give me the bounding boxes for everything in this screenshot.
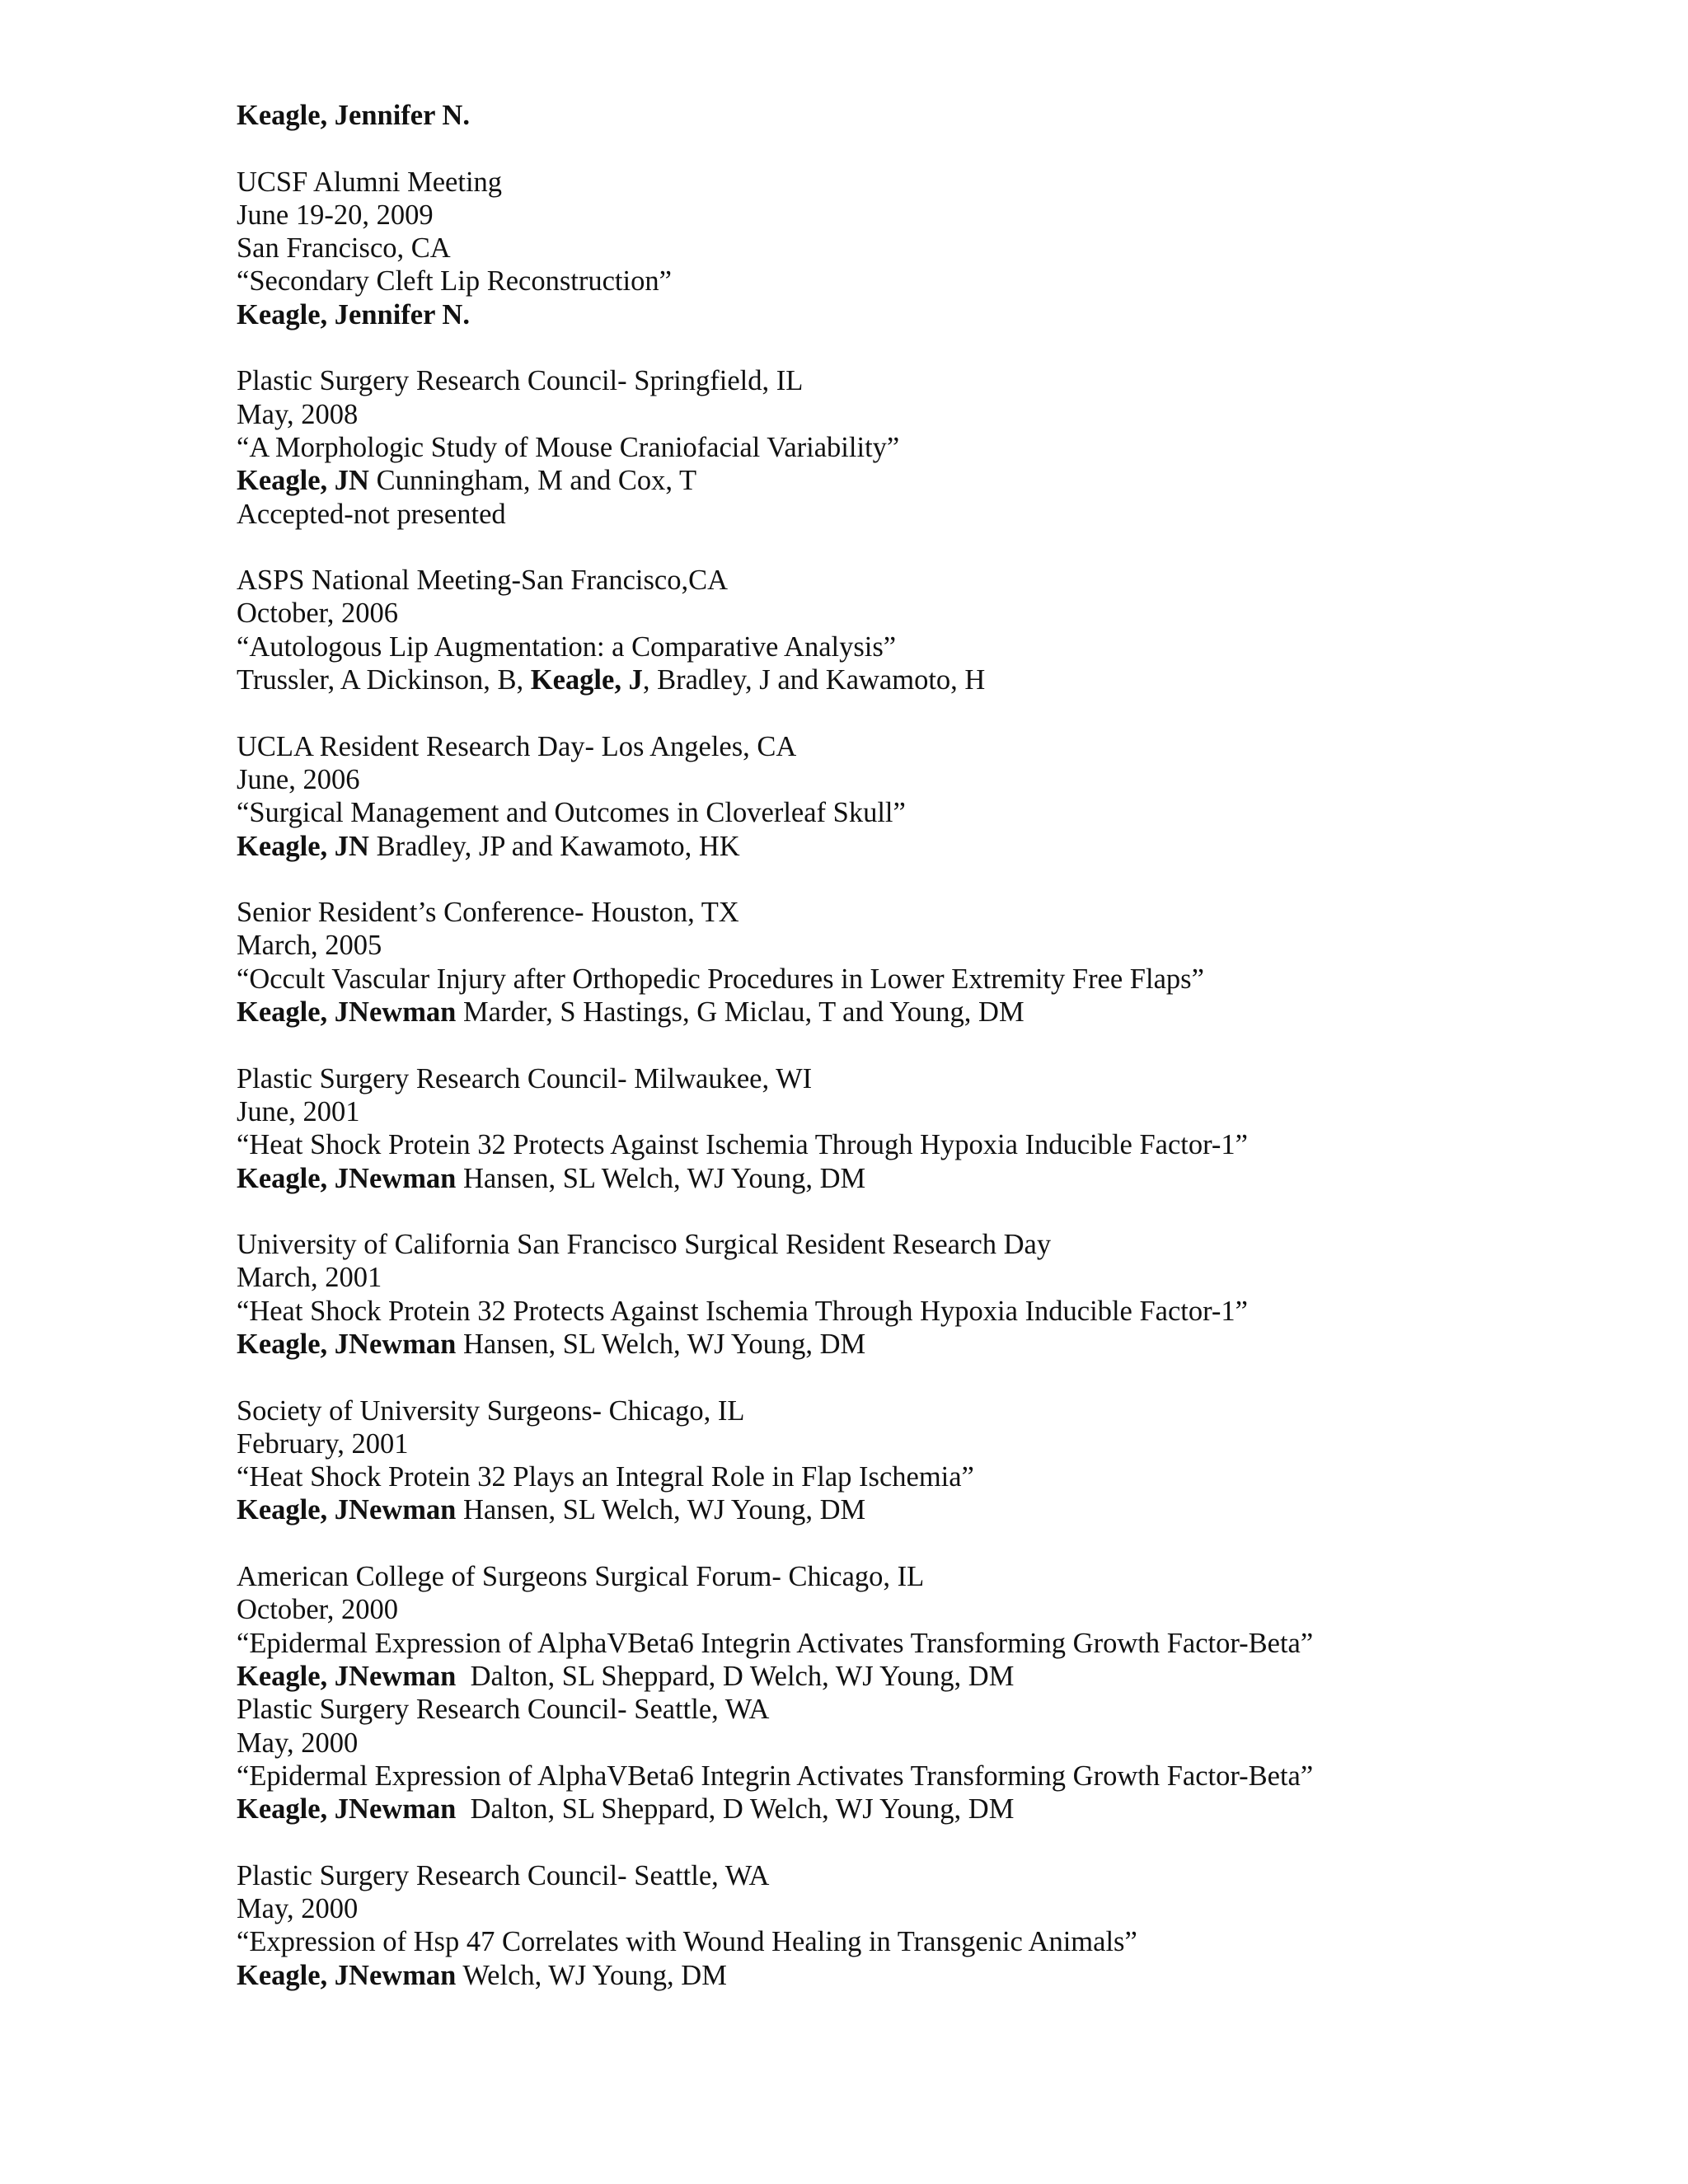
- presentation-title: “A Morphologic Study of Mouse Craniofacial Variability”: [237, 431, 900, 463]
- spacer: [237, 1527, 1638, 1560]
- author-highlight: Keagle, JNewman: [237, 1328, 457, 1360]
- presentation-authors: [237, 464, 1638, 497]
- presentation-authors: [237, 996, 1638, 1029]
- coauthors: , Bradley, J and Kawamoto, H: [642, 664, 986, 696]
- meeting-date: May, 2000: [237, 1727, 359, 1759]
- presentation-entry: [237, 896, 1638, 1029]
- presentation-entry: [237, 364, 1638, 530]
- presentation-authors: [237, 1493, 1638, 1526]
- author-highlight: Keagle, JNewman: [237, 1494, 457, 1526]
- presentation-entry: [237, 564, 1638, 696]
- presentation-title: “Epidermal Expression of AlphaVBeta6 Integrin Activates Transforming Growth Factor-Beta”: [237, 1760, 1314, 1792]
- presentation-entry: [237, 1693, 1638, 1825]
- presentation-title: “Expression of Hsp 47 Correlates with Wound Healing in Transgenic Animals”: [237, 1926, 1137, 1958]
- meeting-date: June, 2006: [237, 763, 360, 795]
- meeting-date: June, 2001: [237, 1095, 360, 1127]
- spacer: [237, 331, 1638, 364]
- meeting-date: March, 2001: [237, 1262, 382, 1294]
- presentation-authors: [237, 663, 1638, 696]
- meeting-name: Plastic Surgery Research Council- Milwaukee, WI: [237, 1062, 813, 1094]
- presentation-authors: [237, 830, 1638, 863]
- meeting-name: Plastic Surgery Research Council- Springfield, IL: [237, 365, 804, 397]
- presentation-entry: [237, 166, 1638, 331]
- author-highlight: Keagle, J: [530, 664, 643, 696]
- meeting-date: May, 2008: [237, 398, 359, 430]
- meeting-name: Society of University Surgeons- Chicago, IL: [237, 1394, 745, 1427]
- author-highlight: Keagle, JNewman: [237, 1793, 457, 1825]
- coauthors-before: Trussler, A Dickinson, B,: [237, 664, 531, 696]
- spacer: [237, 863, 1638, 896]
- meeting-location: San Francisco, CA: [237, 232, 451, 265]
- presentation-entry: [237, 1228, 1638, 1361]
- presentation-title: “Heat Shock Protein 32 Plays an Integral Role in Flap Ischemia”: [237, 1461, 974, 1493]
- presentation-title: “Heat Shock Protein 32 Protects Against Ischemia Through Hypoxia Inducible Factor-1”: [237, 1295, 1248, 1327]
- author-highlight: Keagle, Jennifer N.: [237, 298, 470, 330]
- presentation-authors: [237, 1793, 1638, 1825]
- document-page: [237, 99, 1638, 1992]
- coauthors: Hansen, SL Welch, WJ Young, DM: [456, 1494, 866, 1526]
- author-heading: Keagle, Jennifer N.: [237, 100, 470, 131]
- presentation-entry: [237, 1560, 1638, 1693]
- meeting-date: June 19-20, 2009: [237, 199, 434, 231]
- meeting-name: Plastic Surgery Research Council- Seattle, WA: [237, 1694, 770, 1726]
- presentation-entry: [237, 730, 1638, 863]
- presentation-authors: [237, 1660, 1638, 1693]
- presentation-authors: [237, 1959, 1638, 1992]
- meeting-date: February, 2001: [237, 1427, 409, 1460]
- author-highlight: Keagle, JNewman: [237, 996, 457, 1029]
- presentation-note: Accepted-not presented: [237, 498, 506, 530]
- spacer: [237, 696, 1638, 729]
- coauthors: Marder, S Hastings, G Miclau, T and Young, DM: [456, 996, 1025, 1029]
- meeting-name: ASPS National Meeting-San Francisco,CA: [237, 565, 729, 597]
- meeting-date: October, 2006: [237, 598, 398, 630]
- presentation-title: “Secondary Cleft Lip Reconstruction”: [237, 265, 672, 298]
- presentation-title: “Surgical Management and Outcomes in Cloverleaf Skull”: [237, 797, 906, 829]
- presentation-title: “Autologous Lip Augmentation: a Comparative Analysis”: [237, 630, 897, 663]
- spacer: [237, 132, 1638, 165]
- author-highlight: Keagle, JN: [237, 465, 369, 497]
- meeting-date: October, 2000: [237, 1594, 398, 1626]
- meeting-date: May, 2000: [237, 1893, 359, 1925]
- presentation-entry: [237, 1062, 1638, 1195]
- meeting-name: UCLA Resident Research Day- Los Angeles, CA: [237, 730, 797, 762]
- coauthors: Welch, WJ Young, DM: [456, 1959, 727, 1991]
- spacer: [237, 1029, 1638, 1062]
- meeting-date: March, 2005: [237, 930, 382, 962]
- author-highlight: Keagle, JNewman: [237, 1660, 457, 1692]
- presentation-authors: [237, 1328, 1638, 1361]
- presentation-title: “Occult Vascular Injury after Orthopedic Procedures in Lower Extremity Free Flaps”: [237, 963, 1204, 995]
- spacer: [237, 1825, 1638, 1858]
- coauthors: Hansen, SL Welch, WJ Young, DM: [456, 1162, 866, 1194]
- meeting-name: UCSF Alumni Meeting: [237, 166, 503, 198]
- author-highlight: Keagle, JNewman: [237, 1959, 457, 1991]
- coauthors: Cunningham, M and Cox, T: [368, 465, 697, 497]
- coauthors: Hansen, SL Welch, WJ Young, DM: [456, 1328, 866, 1360]
- spacer: [237, 531, 1638, 564]
- coauthors: Dalton, SL Sheppard, D Welch, WJ Young, DM: [456, 1793, 1015, 1825]
- coauthors: Dalton, SL Sheppard, D Welch, WJ Young, DM: [456, 1660, 1015, 1692]
- author-highlight: Keagle, JN: [237, 830, 369, 862]
- coauthors: Bradley, JP and Kawamoto, HK: [368, 830, 740, 862]
- meeting-name: Senior Resident’s Conference- Houston, TX: [237, 897, 739, 929]
- presentation-entry: [237, 1859, 1638, 1992]
- spacer: [237, 1361, 1638, 1394]
- meeting-name: American College of Surgeons Surgical Forum- Chicago, IL: [237, 1561, 925, 1593]
- spacer: [237, 1195, 1638, 1228]
- presentation-authors: [237, 298, 1638, 331]
- meeting-name: University of California San Francisco Surgical Resident Research Day: [237, 1229, 1052, 1261]
- presentation-title: “Epidermal Expression of AlphaVBeta6 Integrin Activates Transforming Growth Factor-Beta”: [237, 1627, 1314, 1659]
- author-highlight: Keagle, JNewman: [237, 1162, 457, 1194]
- presentation-authors: [237, 1162, 1638, 1195]
- presentation-entry: [237, 1394, 1638, 1527]
- presentation-title: “Heat Shock Protein 32 Protects Against Ischemia Through Hypoxia Inducible Factor-1”: [237, 1129, 1248, 1161]
- meeting-name: Plastic Surgery Research Council- Seattle, WA: [237, 1859, 770, 1891]
